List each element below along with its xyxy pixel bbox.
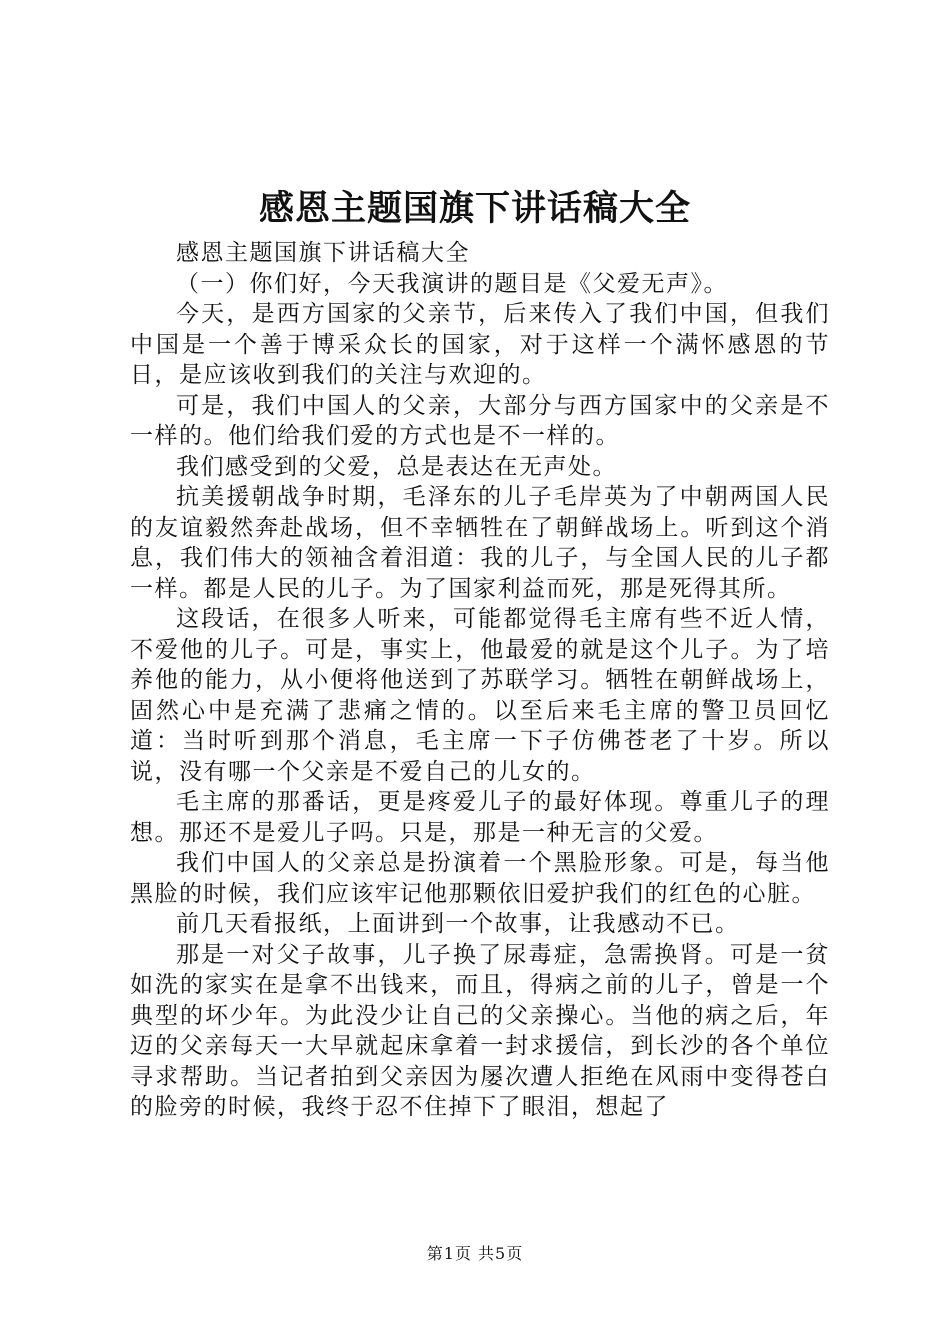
page-footer: 第1页 共5页 (426, 1244, 524, 1263)
paragraph: 毛主席的那番话，更是疼爱儿子的最好体现。尊重儿子的理想。那还不是爱儿子吗。只是，那是一种无言的父爱。 (130, 789, 830, 846)
paragraph: 我们中国人的父亲总是扮演着一个黑脸形象。可是，每当他黑脸的时候，我们应该牢记他那颗依旧爱护我们的红色的心脏。 (130, 850, 830, 907)
paragraph: 今天，是西方国家的父亲节，后来传入了我们中国，但我们中国是一个善于博采众长的国家，对于这样一个满怀感恩的节日，是应该收到我们的关注与欢迎的。 (130, 301, 830, 388)
paragraph: 可是，我们中国人的父亲，大部分与西方国家中的父亲是不一样的。他们给我们爱的方式也是不一样的。 (130, 392, 830, 449)
paragraph: 前几天看报纸，上面讲到一个故事，让我感动不已。 (176, 911, 740, 937)
paragraph-subtitle: 感恩主题国旗下讲话稿大全 (176, 240, 470, 266)
paragraph-intro: （一）你们好，今天我演讲的题目是《父爱无声》。 (176, 270, 728, 297)
paragraph: 抗美援朝战争时期，毛泽东的儿子毛岸英为了中朝两国人民的友谊毅然奔赴战场，但不幸牺牲在了朝鲜战场上。听到这个消息，我们伟大的领袖含着泪道：我的儿子，与全国人民的儿子都一样。都是人民的儿子。为了国家利益而死，那是死得其所。 (130, 484, 830, 602)
document-title: 感恩主题国旗下讲话稿大全 (258, 188, 691, 229)
paragraph: 这段话，在很多人听来，可能都觉得毛主席有些不近人情，不爱他的儿子。可是，事实上，他最爱的就是这个儿子。为了培养他的能力，从小便将他送到了苏联学习。牺牲在朝鲜战场上，固然心中是充满了悲痛之情的。以至后来毛主席的警卫员回忆道：当时听到那个消息，毛主席一下子仿佛苍老了十岁。所以说，没有哪一个父亲是不爱自己的儿女的。 (130, 606, 830, 785)
paragraph: 我们感受到的父爱，总是表达在无声处。 (176, 453, 617, 480)
document-body (130, 238, 830, 1123)
paragraph: 那是一对父子故事，儿子换了尿毒症，急需换肾。可是一贫如洗的家实在是拿不出钱来，而且，得病之前的儿子，曾是一个典型的坏少年。为此没少让自己的父亲操心。当他的病之后，年迈的父亲每天一大早就起床拿着一封求援信，到长沙的各个单位寻求帮助。当记者拍到父亲因为屡次遭人拒绝在风雨中变得苍白的脸旁的时候，我终于忍不住掉下了眼泪，想起了 (130, 941, 830, 1120)
